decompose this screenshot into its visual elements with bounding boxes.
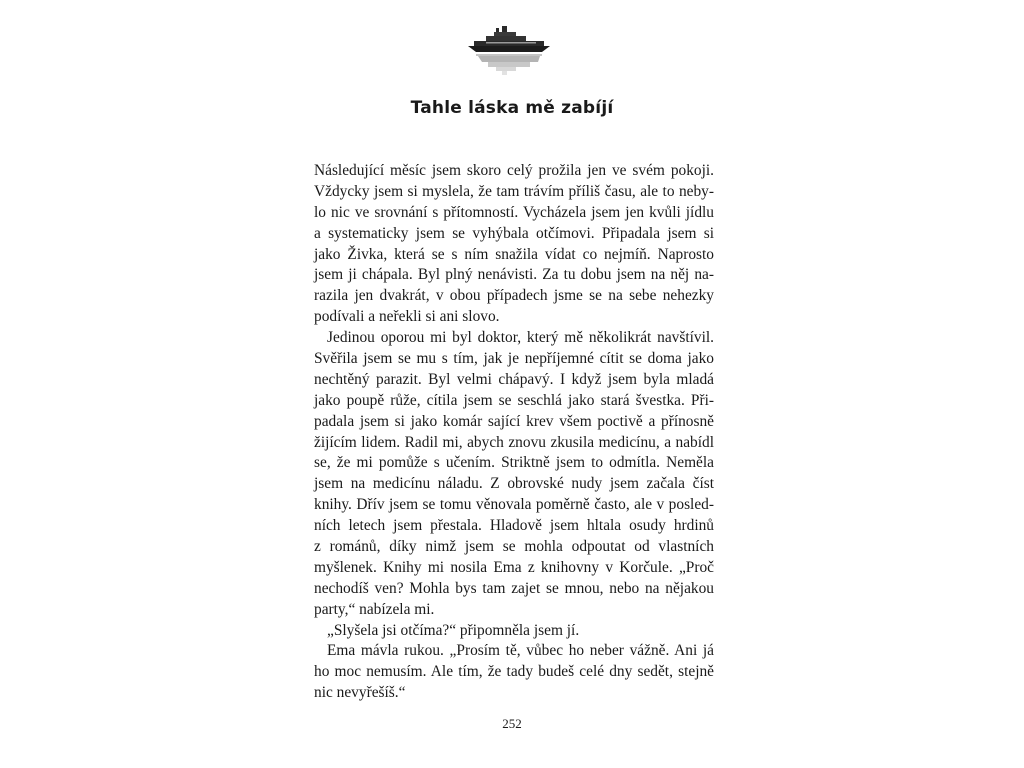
paragraph — [314, 328, 714, 620]
text-line: Svěřila jsem se mu s tím, jak je nepříjemné cítit se doma jako — [314, 350, 714, 368]
text-line: Ema mávla rukou. „Prosím tě, vůbec ho neber vážně. Ani já — [327, 642, 714, 660]
paragraph — [314, 641, 714, 704]
text-line: myšlenek. Knihy mi nosila Ema z knihovny v Korčule. „Proč — [314, 558, 714, 576]
text-line: nechodíš ven? Mohla bys tam zajet se mnou, nebo na nějakou — [314, 579, 714, 597]
ship-icon — [466, 24, 552, 76]
text-line: žijícím lidem. Radil mi, abych znovu zkusila medicínu, a nabídl — [314, 433, 714, 451]
text-line: party,“ nabízela mi. — [314, 600, 435, 618]
text-line: nic nevyřešíš.“ — [314, 684, 406, 702]
text-line: jsem na medicínu náladu. Z obrovské nudy jsem začala číst — [314, 475, 714, 493]
text-line: z románů, díky nimž jsem se mohla odpoutat od vlastních — [314, 538, 714, 556]
text-line: a systematicky jsem se vyhýbala otčímovi. Připadala jsem si — [314, 224, 714, 242]
text-line: Jedinou oporou mi byl doktor, který mě několikrát navštívil. — [327, 329, 714, 347]
text-line: padala jsem si jako komár sající krev všem poctivě a přínosně — [314, 412, 714, 430]
text-line: knihy. Dřív jsem se tomu věnovala poměrně často, ale v posled- — [314, 496, 714, 514]
text-line: podívali a neřekli si ani slovo. — [314, 308, 500, 326]
text-line: lo nic ve srovnání s přítomností. Vycházela jsem jen kvůli jídlu — [314, 203, 714, 221]
paragraph — [314, 161, 714, 328]
body-text — [314, 161, 714, 704]
page-number: 252 — [502, 716, 522, 731]
text-line: razila jen dvakrát, v obou případech jsme se na sebe nehezky — [314, 287, 714, 305]
paragraph — [314, 621, 714, 642]
text-line: se, že mi pomůže s učením. Striktně jsem to odmítla. Neměla — [314, 454, 714, 472]
text-line: Následující měsíc jsem skoro celý prožila jen ve svém pokoji. — [314, 162, 714, 179]
text-line: jako poupě růže, cítila jsem se seschlá jako stará švestka. Při- — [314, 391, 714, 409]
text-line: ho moc nemusím. Ale tím, že tady budeš celé dny sedět, stejně — [314, 663, 714, 681]
text-line: jsem ji chápala. Byl plný nenávisti. Za tu dobu jsem na něj na- — [314, 266, 714, 284]
text-line: nechtěný parazit. Byl velmi chápavý. I když jsem byla mladá — [314, 370, 714, 388]
text-line: Vždycky jsem si myslela, že tam trávím příliš času, ale to neby- — [314, 182, 714, 200]
text-line: ních letech jsem přestala. Hladově jsem hltala osudy hrdinů — [314, 517, 714, 535]
text-line: „Slyšela jsi otčíma?“ připomněla jsem jí. — [327, 621, 580, 639]
text-line: jako Živka, která se s ním snažila vídat co nejmíň. Naprosto — [314, 245, 714, 263]
chapter-title: Tahle láska mě zabíjí — [410, 98, 614, 118]
